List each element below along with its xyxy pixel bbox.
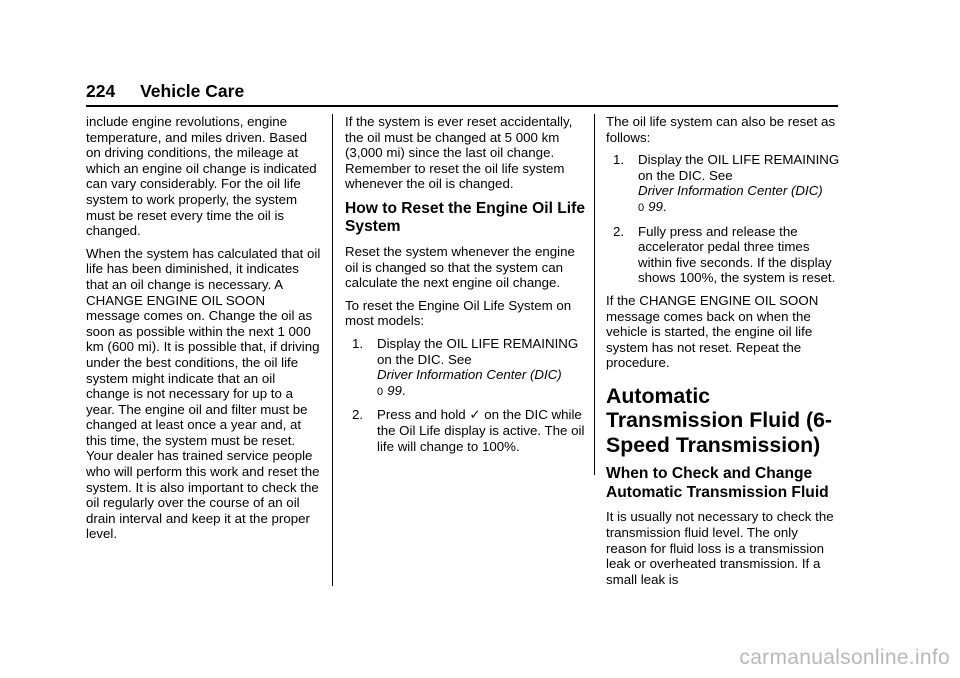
column-divider bbox=[594, 114, 595, 475]
step-item bbox=[606, 224, 842, 286]
checkmark-icon: ✓ bbox=[469, 407, 481, 423]
section-heading: When to Check and Change Automatic Transmission Fluid bbox=[606, 465, 829, 501]
paragraph: Reset the system whenever the engine oil is changed so that the system can calculate the next engine oil change. bbox=[345, 243, 575, 291]
cross-reference-link[interactable]: Driver Information Center (DIC) 0 99 bbox=[377, 367, 562, 398]
paragraph: If the CHANGE ENGINE OIL SOON message comes back on when the vehicle is started, the engine oil life system has not reset. Repeat the procedure. bbox=[606, 292, 819, 371]
page-arrow-icon: 0 bbox=[638, 201, 645, 214]
step-text: Display the OIL LIFE REMAINING on the DIC. See bbox=[638, 152, 840, 183]
chapter-heading: Automatic Transmission Fluid (6-Speed Transmission) bbox=[606, 383, 833, 457]
column-2 bbox=[345, 114, 585, 461]
page-header bbox=[86, 80, 244, 102]
step-number: 2. bbox=[352, 407, 364, 423]
column-3 bbox=[606, 114, 842, 594]
step-number: 2. bbox=[613, 223, 625, 239]
step-number: 1. bbox=[352, 335, 364, 351]
watermark-text: carmanualsonline.info bbox=[739, 646, 950, 669]
header-rule bbox=[86, 105, 838, 107]
step-item bbox=[345, 407, 585, 454]
paragraph: It is usually not necessary to check the transmission fluid level. The only reason for fluid loss is a transmission leak or overheated transmission. If a small leak is bbox=[606, 509, 834, 587]
column-divider bbox=[332, 114, 333, 586]
cross-reference-link[interactable]: Driver Information Center (DIC) 0 99 bbox=[638, 183, 823, 214]
section-title: Vehicle Care bbox=[140, 81, 245, 101]
step-item: 1. Display the OIL LIFE REMAINING on the DIC. See Driver Information Center (DIC) 0 99. bbox=[613, 152, 840, 214]
reference-page: 99 bbox=[387, 382, 402, 398]
section-heading: How to Reset the Engine Oil Life System bbox=[345, 199, 585, 236]
step-text: Press and hold bbox=[377, 407, 466, 423]
step-number: 1. bbox=[613, 152, 625, 168]
page-number: 224 bbox=[86, 81, 116, 101]
reference-page: 99 bbox=[648, 198, 663, 214]
step-item: 1. Display the OIL LIFE REMAINING on the DIC. See Driver Information Center (DIC) 0 99. bbox=[352, 335, 579, 398]
paragraph: The oil life system can also be reset as follows: bbox=[606, 114, 836, 145]
paragraph: To reset the Engine Oil Life System on most models: bbox=[345, 297, 572, 329]
step-text: Fully press and release the accelerator pedal three times within five seconds. If the display shows 100%, the system is reset. bbox=[638, 223, 836, 286]
paragraph: include engine revolutions, engine temperature, and miles driven. Based on driving conditions, the mileage at which an engine oil change is indicated can vary considerably. For the oil life system to work properly, the system must be reset every time the oil is changed. bbox=[86, 114, 317, 239]
column-1 bbox=[86, 114, 322, 549]
step-text: on the DIC while the Oil Life display is active. The oil life will change to 100%. bbox=[377, 407, 585, 454]
paragraph: When the system has calculated that oil life has been diminished, it indicates that an oil change is necessary. A CHANGE ENGINE OIL SOON message comes on. Change the oil as soon as possible within the next 1 000 km (600 mi). It is possible that, if driving under the best conditions, the oil life system might indicate that an oil change is not necessary for up to a year. The engine oil and filter must be changed at least once a year and, at this time, the system must be reset. Your dealer has trained service people who will perform this work and reset the system. It is also important to check the oil regularly over the course of an oil drain interval and keep it at the proper level. bbox=[86, 245, 321, 542]
step-text: Display the OIL LIFE REMAINING on the DIC. See bbox=[377, 335, 579, 367]
paragraph: If the system is ever reset accidentally, the oil must be changed at 5 000 km (3,000 mi) since the last oil change. Remember to reset the oil life system whenever the oil is changed. bbox=[345, 114, 573, 192]
page-arrow-icon: 0 bbox=[377, 385, 384, 398]
